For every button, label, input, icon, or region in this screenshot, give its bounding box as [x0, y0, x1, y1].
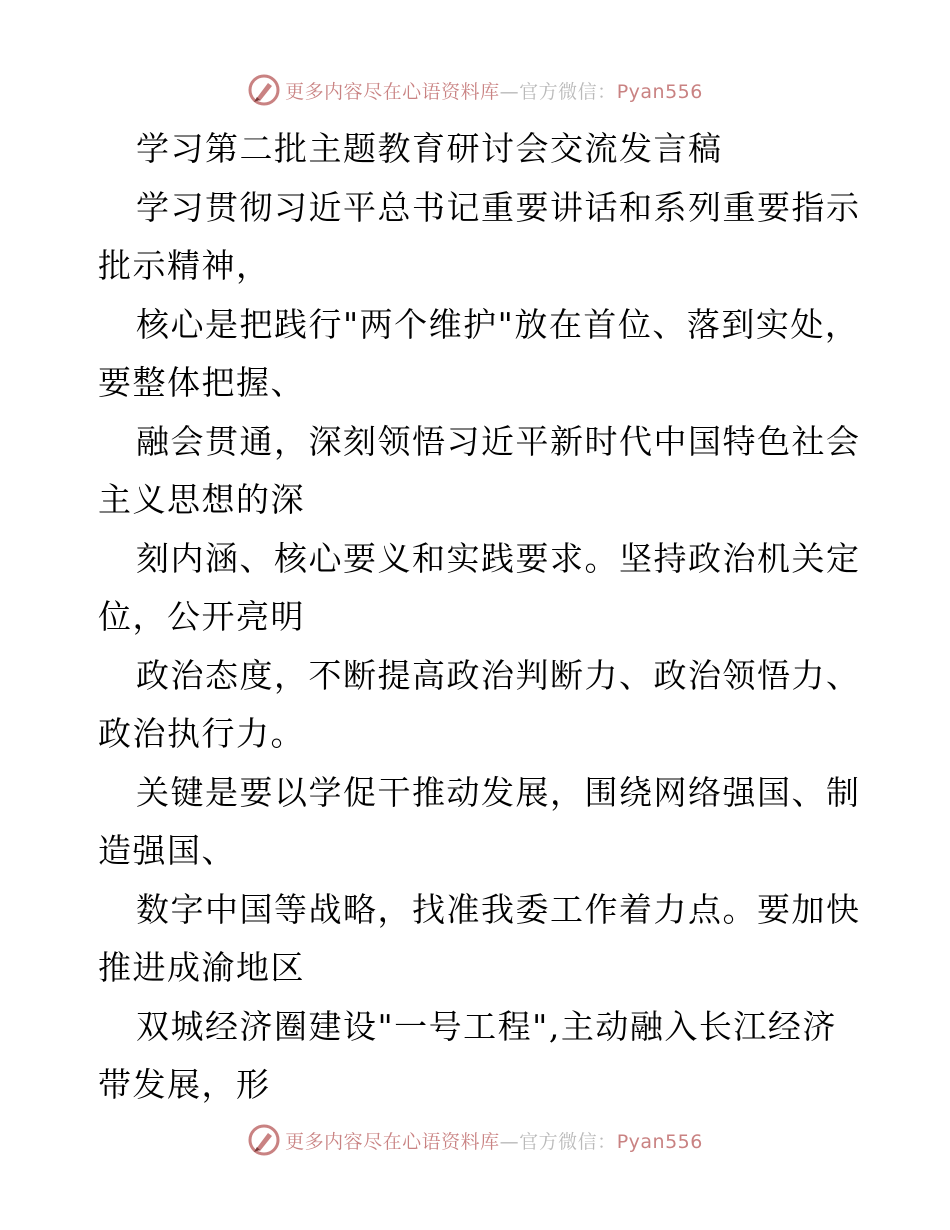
document-line: 关键是要以学促干推动发展，围绕网络强国、制 — [136, 772, 861, 812]
document-line: 融会贯通，深刻领悟习近平新时代中国特色社会 — [136, 421, 861, 461]
document-line: 带发展，形 — [98, 1065, 271, 1104]
document-line: 核心是把践行"两个维护"放在首位、落到实处， — [136, 304, 860, 344]
document-line: 双城经济圈建设"一号工程",主动融入长江经济 — [136, 1006, 837, 1046]
watermark-text — [285, 1127, 703, 1154]
document-line: 造强国、 — [98, 831, 236, 870]
watermark-text — [285, 77, 703, 104]
watermark-wechat-id: Pyan556 — [616, 80, 703, 103]
document-line: 刻内涵、核心要义和实践要求。坚持政治机关定 — [136, 538, 861, 578]
document-line: 政治态度，不断提高政治判断力、政治领悟力、 — [136, 655, 861, 695]
document-body — [98, 120, 861, 1115]
watermark-wechat-id: Pyan556 — [616, 1130, 703, 1153]
watermark-separator: — — [499, 80, 520, 103]
document-line: 主义思想的深 — [98, 480, 305, 519]
document-title: 学习第二批主题教育研讨会交流发言稿 — [136, 129, 723, 168]
document-line: 学习贯彻习近平总书记重要讲话和系列重要指示 — [136, 187, 861, 227]
watermark-separator: — — [499, 1130, 520, 1153]
pen-logo-icon — [247, 73, 281, 107]
footer-watermark — [0, 1120, 950, 1160]
document-line: 政治执行力。 — [98, 714, 305, 753]
watermark-wechat-label: 官方微信： — [519, 1130, 617, 1153]
document-line: 数字中国等战略，找准我委工作着力点。要加快 — [136, 889, 861, 929]
watermark-wechat-label: 官方微信： — [519, 80, 617, 103]
document-line: 位，公开亮明 — [98, 597, 305, 636]
watermark-site: 更多内容尽在心语资料库 — [285, 1130, 500, 1153]
document-line: 要整体把握、 — [98, 363, 305, 402]
watermark-site: 更多内容尽在心语资料库 — [285, 80, 500, 103]
header-watermark — [0, 70, 950, 110]
document-line: 推进成渝地区 — [98, 948, 305, 987]
pen-logo-icon — [247, 1123, 281, 1157]
document-line: 批示精神， — [98, 246, 271, 285]
